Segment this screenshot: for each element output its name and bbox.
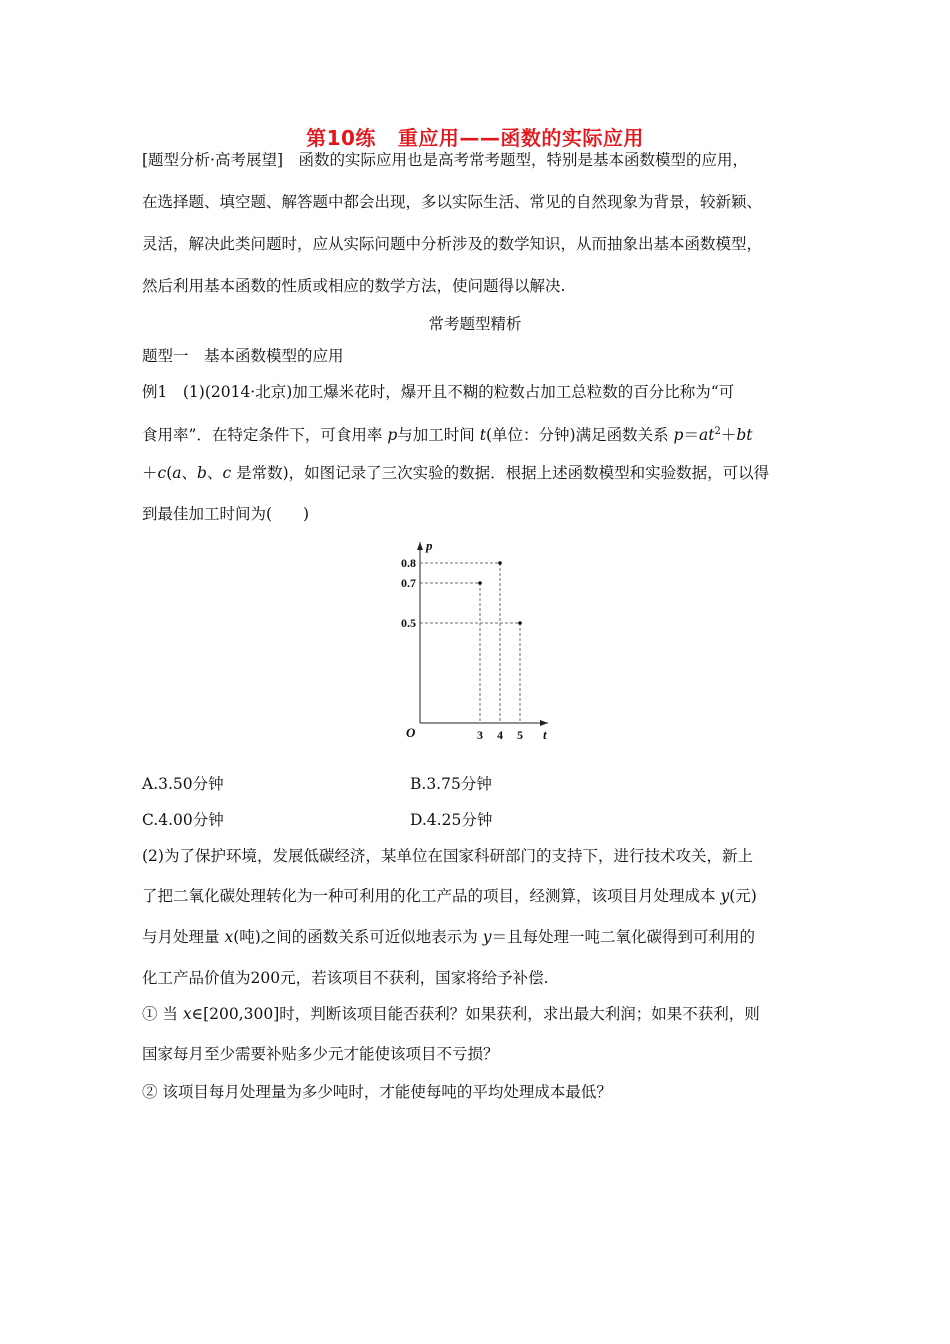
part2-line-2: 了把二氧化碳处理转化为一种可利用的化工产品的项目，经测算，该项目月处理成本 y(元) bbox=[142, 887, 757, 905]
y-axis-label: p bbox=[426, 538, 433, 553]
data-point-1 bbox=[498, 561, 502, 565]
section-heading: 常考题型精析 bbox=[428, 315, 522, 333]
x-tick-label-1: 4 bbox=[497, 728, 503, 742]
option-c[interactable]: C.4.00分钟 bbox=[142, 811, 224, 829]
intro-line-1: [题型分析·高考展望] 函数的实际应用也是高考常考题型，特别是基本函数模型的应用， bbox=[142, 151, 749, 169]
y-axis-arrow bbox=[417, 542, 423, 550]
x-axis-arrow bbox=[540, 720, 548, 726]
example-line-1: 例1 (1)(2014·北京)加工爆米花时，爆开且不糊的粒数占加工总粒数的百分比称为“可 bbox=[142, 383, 735, 401]
part2-line-4: 化工产品价值为200元，若该项目不获利，国家将给予补偿. bbox=[142, 969, 549, 987]
x-tick-label-0: 3 bbox=[477, 728, 483, 742]
origin-label: O bbox=[406, 725, 416, 740]
part2-line-3: 与月处理量 x(吨)之间的函数关系可近似地表示为 y＝且每处理一吨二氧化碳得到可利用的 bbox=[142, 928, 755, 946]
x-tick-label-2: 5 bbox=[517, 728, 523, 742]
question-2: ② 该项目每月处理量为多少吨时，才能使每吨的平均处理成本最低？ bbox=[142, 1083, 612, 1101]
example-line-4: 到最佳加工时间为( ) bbox=[142, 505, 310, 523]
y-tick-label-0: 0.8 bbox=[401, 556, 416, 570]
option-b[interactable]: B.3.75分钟 bbox=[410, 775, 492, 793]
data-point-2 bbox=[518, 621, 522, 625]
data-point-0 bbox=[478, 581, 482, 585]
title-number: 第10练 bbox=[306, 126, 376, 150]
intro-line-2: 在选择题、填空题、解答题中都会出现，多以实际生活、常见的自然现象为背景，较新颖、 bbox=[142, 193, 763, 211]
option-d[interactable]: D.4.25分钟 bbox=[410, 811, 493, 829]
intro-line-3: 灵活，解决此类问题时，应从实际问题中分析涉及的数学知识，从而抽象出基本函数模型， bbox=[142, 235, 763, 253]
option-a[interactable]: A.3.50分钟 bbox=[142, 775, 224, 793]
intro-line-4: 然后利用基本函数的性质或相应的数学方法，使问题得以解决. bbox=[142, 277, 566, 295]
question-1-line-1: ① 当 x∈[200,300]时，判断该项目能否获利？如果获利，求出最大利润；如果不获利，则 bbox=[142, 1005, 760, 1023]
page-title bbox=[0, 122, 950, 151]
y-tick-label-1: 0.7 bbox=[401, 576, 416, 590]
title-topic: 重应用——函数的实际应用 bbox=[397, 126, 644, 150]
formula: p bbox=[673, 426, 684, 445]
question-1-line-2: 国家每月至少需要补贴多少元才能使该项目不亏损？ bbox=[142, 1045, 499, 1063]
example-line-2: 食用率”．在特定条件下，可食用率 p与加工时间 t(单位：分钟)满足函数关系 $p=at^2+bt$ bbox=[142, 426, 753, 445]
x-axis-label: t bbox=[543, 727, 547, 742]
type-heading: 题型一 基本函数模型的应用 bbox=[142, 347, 344, 365]
part2-line-1: (2)为了保护环境，发展低碳经济，某单位在国家科研部门的支持下，进行技术攻关，新上 bbox=[142, 847, 753, 865]
example-line-3: ＋c(a、b、c 是常数)，如图记录了三次实验的数据．根据上述函数模型和实验数据，可以得 bbox=[142, 464, 770, 482]
y-tick-label-2: 0.5 bbox=[401, 616, 416, 630]
experiment-chart bbox=[380, 532, 580, 747]
